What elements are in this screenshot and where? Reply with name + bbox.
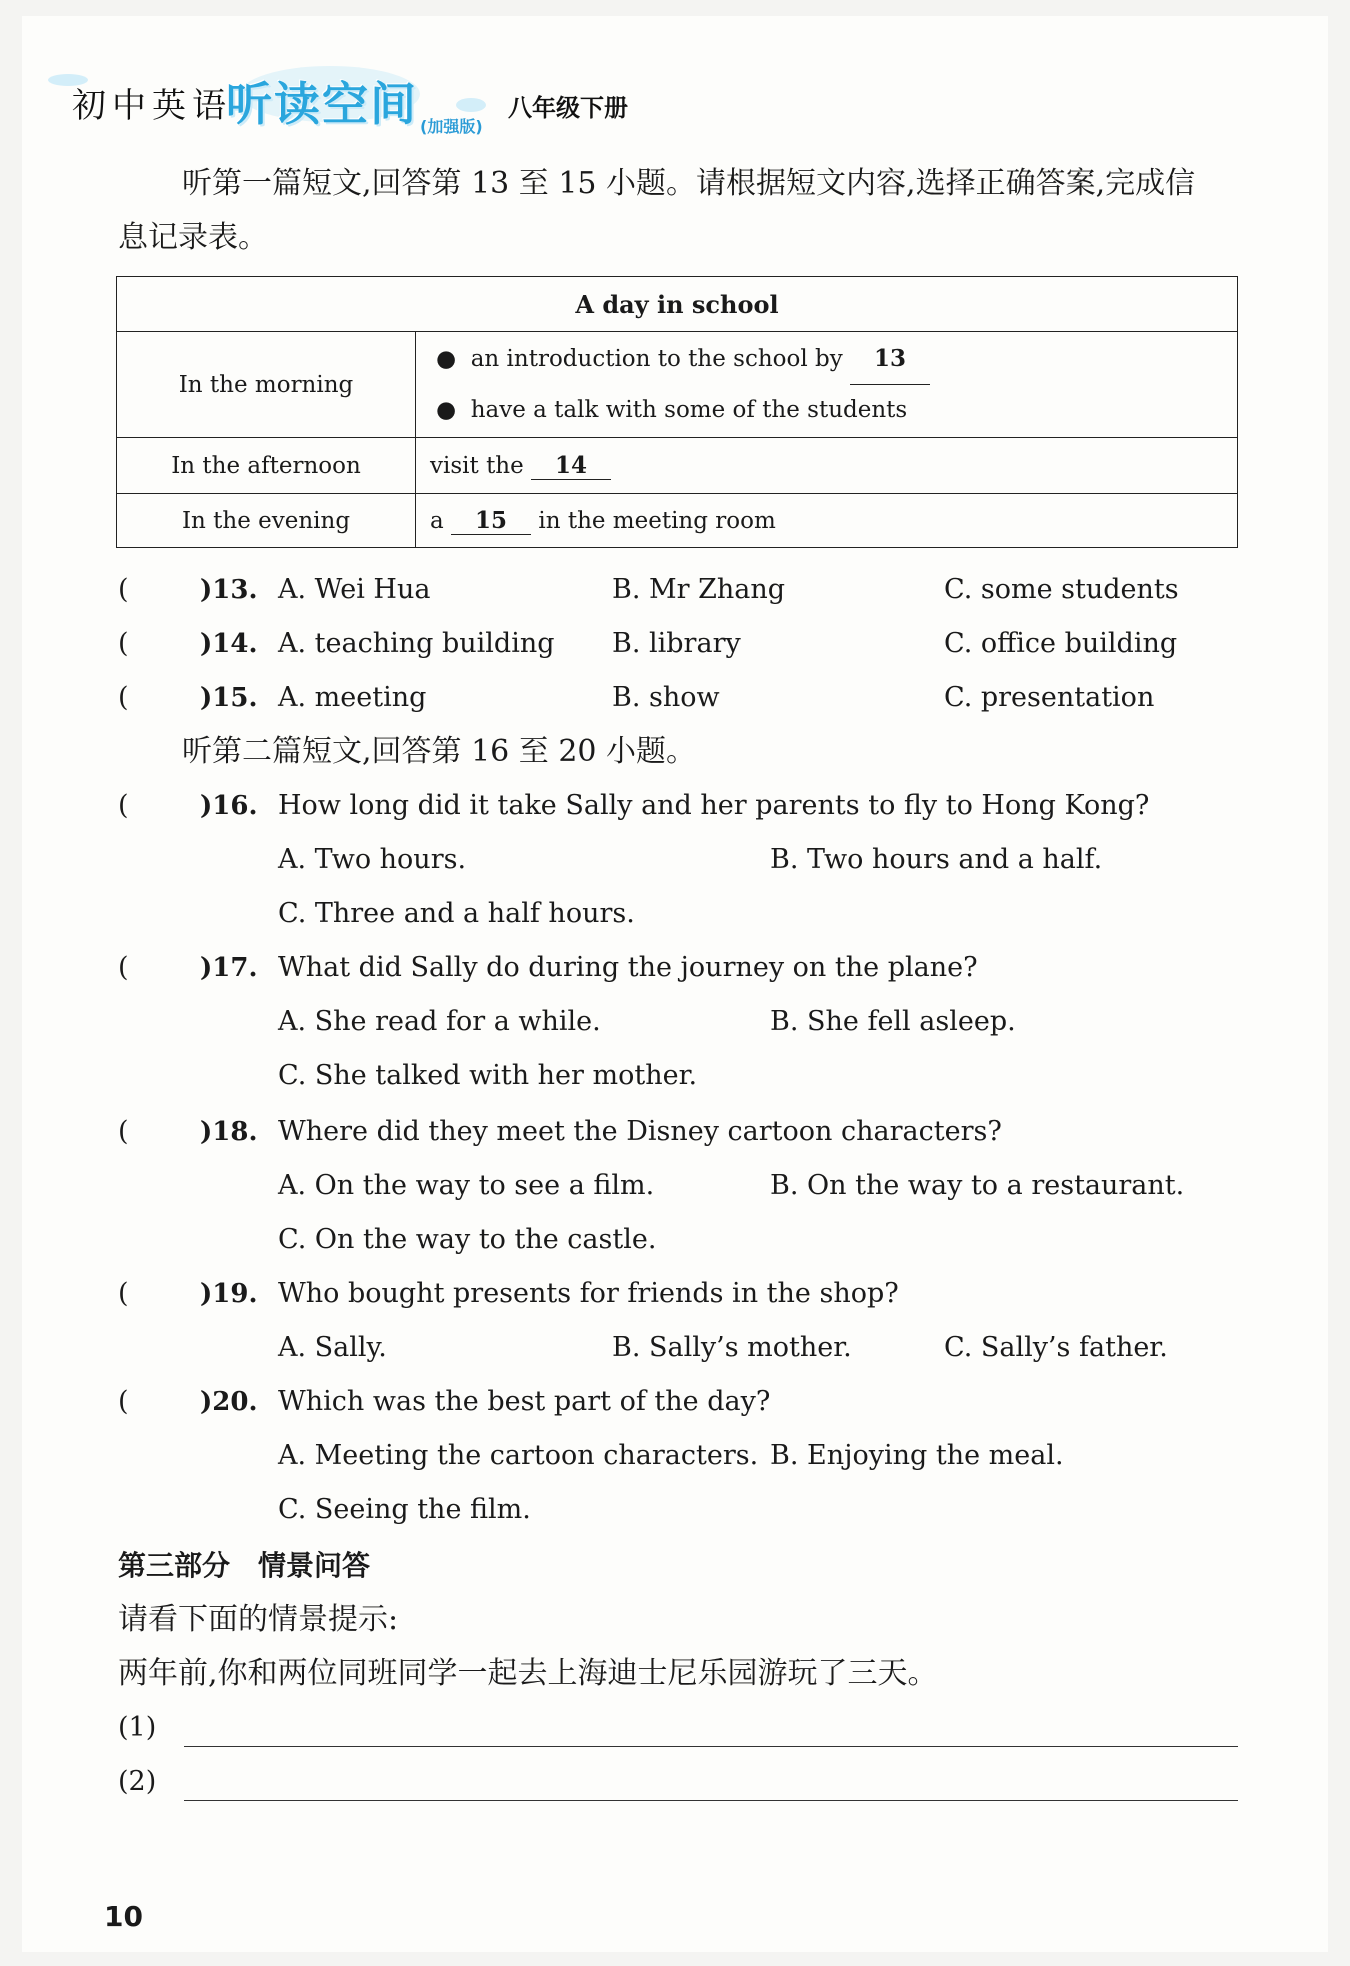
row-text: an introduction to the school by (470, 346, 843, 372)
answer-paren[interactable]: ( (118, 628, 129, 659)
question-number: )18. (200, 1117, 258, 1147)
edition-label: (加强版) (420, 117, 483, 136)
grade-label: 八年级下册 (508, 94, 628, 122)
row-text: visit the (430, 452, 524, 479)
option-a[interactable]: A. Two hours. (278, 844, 467, 875)
answer-label: (2) (118, 1766, 157, 1797)
table-title: A day in school (117, 277, 1238, 332)
question-number: )15. (200, 683, 258, 713)
row-label: In the morning (117, 332, 416, 438)
option-c[interactable]: C. On the way to the castle. (278, 1224, 657, 1255)
section-heading: 第三部分 情景问答 (118, 1549, 371, 1582)
instruction-line: 息记录表。 (118, 220, 268, 255)
option-c[interactable]: C. office building (944, 628, 1178, 659)
question-number: )16. (200, 791, 258, 821)
row-text: in the meeting room (538, 507, 776, 534)
series-title: 初中英语 (72, 86, 232, 126)
option-a[interactable]: A. On the way to see a film. (278, 1170, 655, 1201)
option-b[interactable]: B. show (612, 682, 720, 713)
question-number: )13. (200, 575, 258, 605)
answer-paren[interactable]: ( (118, 1278, 129, 1309)
page-number: 10 (104, 1900, 143, 1933)
question-number: )14. (200, 629, 258, 659)
row-text: have a talk with some of the students (470, 397, 908, 423)
info-table (116, 276, 1238, 548)
option-c[interactable]: C. Sally’s father. (944, 1332, 1168, 1363)
bullet-icon: ● (436, 346, 457, 372)
instruction-line: 听第二篇短文,回答第 16 至 20 小题。 (182, 734, 697, 769)
option-a[interactable]: A. Wei Hua (278, 574, 431, 605)
question-text: How long did it take Sally and her parents to fly to Hong Kong? (278, 790, 1150, 821)
answer-label: (1) (118, 1712, 157, 1743)
answer-paren[interactable]: ( (118, 1116, 129, 1147)
option-c[interactable]: C. some students (944, 574, 1179, 605)
option-a[interactable]: A. Meeting the cartoon characters. (278, 1440, 759, 1471)
answer-blank: 14 (531, 452, 611, 480)
answer-paren[interactable]: ( (118, 1386, 129, 1417)
option-a[interactable]: A. She read for a while. (278, 1006, 601, 1037)
option-c[interactable]: C. Seeing the film. (278, 1494, 531, 1525)
answer-paren[interactable]: ( (118, 682, 129, 713)
row-label: In the evening (117, 494, 416, 548)
question-number: )20. (200, 1387, 258, 1417)
option-c[interactable]: C. presentation (944, 682, 1155, 713)
question-number: )17. (200, 953, 258, 983)
question-text: Where did they meet the Disney cartoon characters? (278, 1116, 1002, 1147)
answer-line[interactable] (184, 1800, 1238, 1801)
option-a[interactable]: A. meeting (278, 682, 427, 713)
question-text: What did Sally do during the journey on the plane? (278, 952, 978, 983)
cloud-decoration (456, 98, 486, 112)
option-b[interactable]: B. library (612, 628, 741, 659)
option-c[interactable]: C. She talked with her mother. (278, 1060, 698, 1091)
brand-logo: 听读空间 (226, 77, 418, 131)
option-b[interactable]: B. On the way to a restaurant. (770, 1170, 1185, 1201)
option-b[interactable]: B. Mr Zhang (612, 574, 786, 605)
option-a[interactable]: A. Sally. (278, 1332, 387, 1363)
question-text: Which was the best part of the day? (278, 1386, 771, 1417)
row-content (416, 438, 1238, 494)
answer-line[interactable] (184, 1746, 1238, 1747)
option-b[interactable]: B. She fell asleep. (770, 1006, 1016, 1037)
scenario-text: 两年前,你和两位同班同学一起去上海迪士尼乐园游玩了三天。 (118, 1656, 938, 1691)
row-text: a (430, 507, 444, 534)
question-number: )19. (200, 1279, 258, 1309)
bullet-icon: ● (436, 397, 457, 423)
option-b[interactable]: B. Two hours and a half. (770, 844, 1103, 875)
option-b[interactable]: B. Sally’s mother. (612, 1332, 852, 1363)
answer-paren[interactable]: ( (118, 952, 129, 983)
answer-paren[interactable]: ( (118, 574, 129, 605)
answer-paren[interactable]: ( (118, 790, 129, 821)
row-content (416, 332, 1238, 438)
answer-blank: 15 (451, 507, 531, 535)
option-a[interactable]: A. teaching building (278, 628, 555, 659)
row-label: In the afternoon (117, 438, 416, 494)
instruction-line: 听第一篇短文,回答第 13 至 15 小题。请根据短文内容,选择正确答案,完成信 (182, 166, 1196, 201)
answer-blank: 13 (850, 334, 930, 385)
option-b[interactable]: B. Enjoying the meal. (770, 1440, 1064, 1471)
row-content (416, 494, 1238, 548)
scenario-prompt: 请看下面的情景提示: (118, 1602, 399, 1637)
question-text: Who bought presents for friends in the shop? (278, 1278, 899, 1309)
option-c[interactable]: C. Three and a half hours. (278, 898, 635, 929)
